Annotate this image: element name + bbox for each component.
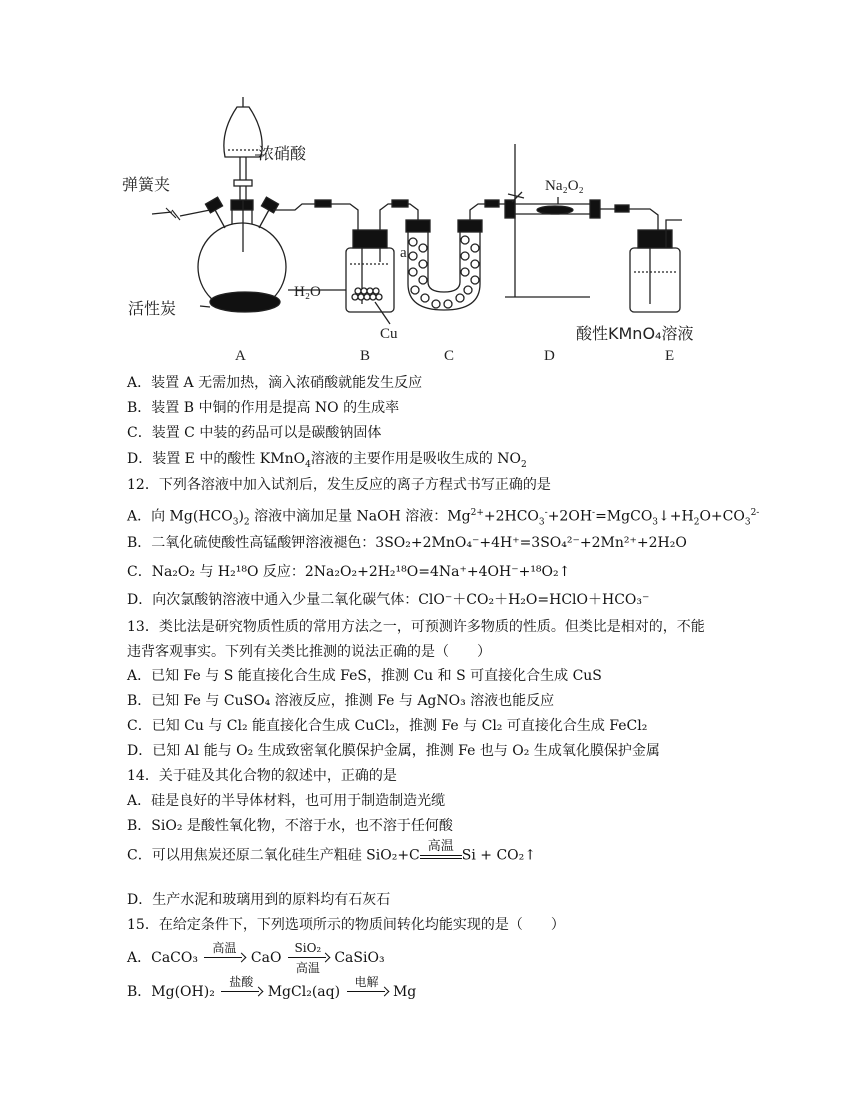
activated-carbon <box>210 292 280 312</box>
q14-option-d: D．生产水泥和玻璃用到的原料均有石灰石 <box>127 892 391 908</box>
reaction-arrow: 盐酸 <box>219 976 263 1008</box>
q12-option-b: B．二氧化硫使酸性高锰酸钾溶液褪色：3SO₂+2MnO₄⁻+4H⁺=3SO₄²⁻+2Mn²⁺+2H₂O <box>127 535 687 551</box>
q14-option-c: C．可以用焦炭还原二氧化硅生产粗硅 SiO₂+C 高温 Si + CO₂↑ <box>127 839 536 864</box>
letter-d: D <box>544 348 555 364</box>
q11-option-c: C．装置 C 中装的药品可以是碳酸钠固体 <box>127 425 382 441</box>
q12-option-a: A．向 $Mg(HCO_3)_2$ 溶液中滴加足量 NaOH 溶液：$Mg^{2+}+2HCO_3^-+2OH^-=MgCO_3↓+H_2O+CO_3^{2-}$ <box>127 508 760 528</box>
q13-option-c: C．已知 Cu 与 Cl₂ 能直接化合生成 CuCl₂，推测 Fe 与 Cl₂ 可直接化合生成 FeCl₂ <box>127 718 648 734</box>
reaction-arrow: SiO₂ 高温 <box>286 942 330 974</box>
q13-stem-1: 13．类比法是研究物质性质的常用方法之一，可预测许多物质的性质。但类比是相对的，不能 <box>127 619 705 635</box>
q11-option-d: D．装置 E 中的酸性 KMnO$_4$溶液的主要作用是吸收生成的 $NO_2$ <box>127 451 527 470</box>
bottle-e <box>630 248 680 312</box>
spring-clamp-label: 弹簧夹 <box>122 175 171 194</box>
q15-option-a: A．CaCO₃ 高温 CaO SiO₂ 高温 CaSiO₃ <box>127 941 385 975</box>
tube-a-label: a <box>400 245 407 261</box>
q14-option-b: B．SiO₂ 是酸性氧化物，不溶于水，也不溶于任何酸 <box>127 818 453 834</box>
letter-c: C <box>444 348 455 364</box>
reaction-arrow: 电解 <box>345 976 389 1008</box>
q15-option-b: B．Mg(OH)₂ 盐酸 MgCl₂(aq) 电解 Mg <box>127 976 416 1008</box>
equal-sign-with-condition: 高温 <box>420 840 462 859</box>
q12-option-c: C．Na₂O₂ 与 H₂¹⁸O 反应：2Na₂O₂+2H₂¹⁸O=4Na⁺+4OH⁻+¹⁸O₂↑ <box>127 564 571 580</box>
q14-option-a: A．硅是良好的半导体材料，也可用于制造制造光缆 <box>127 793 446 809</box>
q13-option-b: B．已知 Fe 与 CuSO₄ 溶液反应，推测 Fe 与 AgNO₃ 溶液也能反应 <box>127 693 555 709</box>
q15-stem: 15．在给定条件下，下列选项所示的物质间转化均能实现的是（ ） <box>127 917 565 933</box>
nitric-acid-label: 浓硝酸 <box>258 144 307 163</box>
water-label: H₂O <box>294 284 321 300</box>
reaction-arrow: 高温 <box>202 942 246 974</box>
q13-option-d: D．已知 Al 能与 O₂ 生成致密氧化膜保护金属，推测 Fe 也与 O₂ 生成氧化膜保护金属 <box>127 743 660 759</box>
q12-option-d: D．向次氯酸钠溶液中通入少量二氧化碳气体：ClO⁻＋CO₂＋H₂O=HClO＋HCO₃⁻ <box>127 592 650 608</box>
activated-carbon-label: 活性炭 <box>128 299 177 318</box>
q12-stem: 12．下列各溶液中加入试剂后，发生反应的离子方程式书写正确的是 <box>127 477 551 493</box>
copper-label: Cu <box>380 326 398 342</box>
separatory-funnel <box>224 97 262 157</box>
q13-option-a: A．已知 Fe 与 S 能直接化合生成 FeS，推测 Cu 和 S 可直接化合生成 CuS <box>127 668 602 684</box>
q11-option-a: A．装置 A 无需加热，滴入浓硝酸就能发生反应 <box>127 375 423 391</box>
sodium-peroxide-label: Na₂O₂ <box>545 178 584 194</box>
bottle-b <box>346 248 394 312</box>
letter-a: A <box>235 348 246 364</box>
apparatus-diagram <box>110 92 730 367</box>
q13-stem-2: 违背客观事实。下列有关类比推测的说法正确的是（ ） <box>127 644 491 660</box>
letter-b: B <box>360 348 371 364</box>
q11-option-b: B．装置 B 中铜的作用是提高 NO 的生成率 <box>127 400 400 416</box>
q14-stem: 14．关于硅及其化合物的叙述中，正确的是 <box>127 768 397 784</box>
kmno4-label: 酸性KMnO₄溶液 <box>576 324 694 343</box>
letter-e: E <box>665 348 675 364</box>
sodium-peroxide <box>537 206 573 214</box>
